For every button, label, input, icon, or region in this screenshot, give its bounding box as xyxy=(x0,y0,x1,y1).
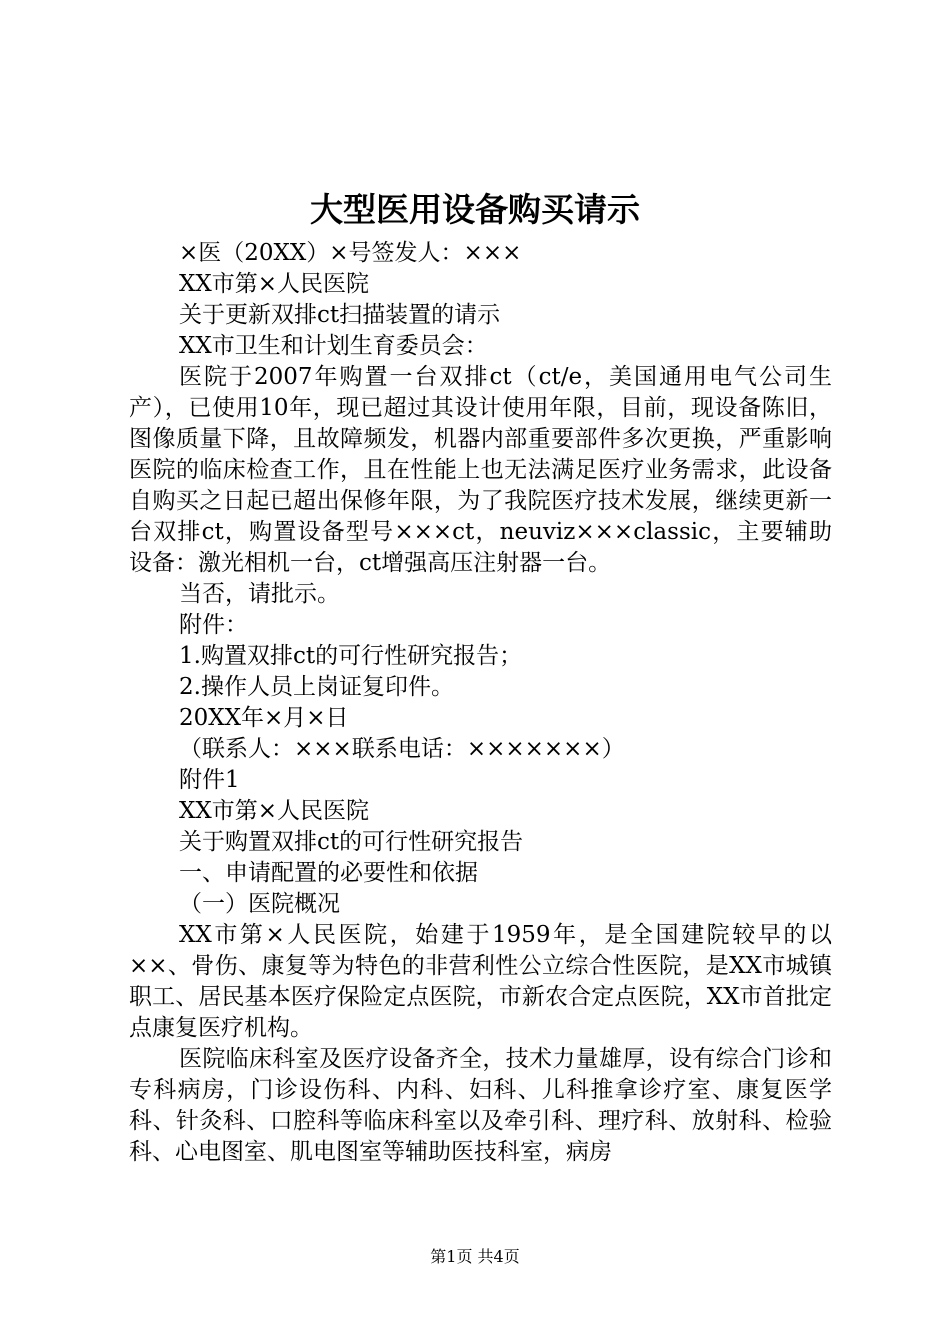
attachment-item-2: 2.操作人员上岗证复印件。 xyxy=(179,674,454,700)
request-body-paragraph: 医院于2007年购置一台双排ct（ct/e，美国通用电气公司生产），已使用10年，现已超过其设计使用年限，目前，现设备陈旧，图像质量下降，且故障频发，机器内部重要部件多次更换，严重影响医院的临床检查工作，且在性能上也无法满足医疗业务需求，此设备自购买之日起已超出保修年限，为了我院医疗技术发展，继续更新一台双排ct，购置设备型号×××ct，neuviz×××classic，主要辅助设备：激光相机一台，ct增强高压注射器一台。 xyxy=(129,364,832,576)
section-heading-1: 一、申请配置的必要性和依据 xyxy=(179,860,478,886)
document-title: 大型医用设备购买请示 xyxy=(310,190,640,229)
page-number-footer: 第1页 共4页 xyxy=(430,1247,520,1266)
attachments-heading: 附件： xyxy=(179,612,248,638)
document-number-line: ×医（20XX）×号签发人：××× xyxy=(179,240,522,266)
approval-request-line: 当否，请批示。 xyxy=(179,581,340,607)
departments-paragraph: 医院临床科室及医疗设备齐全，技术力量雄厚，设有综合门诊和专科病房，门诊设伤科、内科、妇科、儿科推拿诊疗室、康复医学科、针灸科、口腔科等临床科室以及牵引科、理疗科、放射科、检验科、心电图室、肌电图室等辅助医技科室，病房 xyxy=(129,1046,832,1165)
document-body xyxy=(129,238,832,1168)
attachment-1-heading: 附件1 xyxy=(179,767,240,793)
report-title-line: 关于购置双排ct的可行性研究报告 xyxy=(179,829,524,855)
contact-line: （联系人：×××联系电话：×××××××） xyxy=(179,736,625,762)
subsection-heading-1: （一）医院概况 xyxy=(179,891,340,917)
attachment-item-1: 1.购置双排ct的可行性研究报告； xyxy=(179,643,523,669)
recipient-line: XX市卫生和计划生育委员会： xyxy=(179,333,488,359)
hospital-overview-paragraph: XX市第×人民医院，始建于1959年，是全国建院较早的以××、骨伤、康复等为特色的非营利性公立综合性医院，是XX市城镇职工、居民基本医疗保险定点医院，市新农合定点医院，XX市首批定点康复医疗机构。 xyxy=(129,922,832,1041)
report-issuer-line: XX市第×人民医院 xyxy=(179,798,370,824)
issuer-line: XX市第×人民医院 xyxy=(179,271,370,297)
date-line: 20XX年×月×日 xyxy=(179,705,349,731)
request-subject-line: 关于更新双排ct扫描装置的请示 xyxy=(179,302,501,328)
